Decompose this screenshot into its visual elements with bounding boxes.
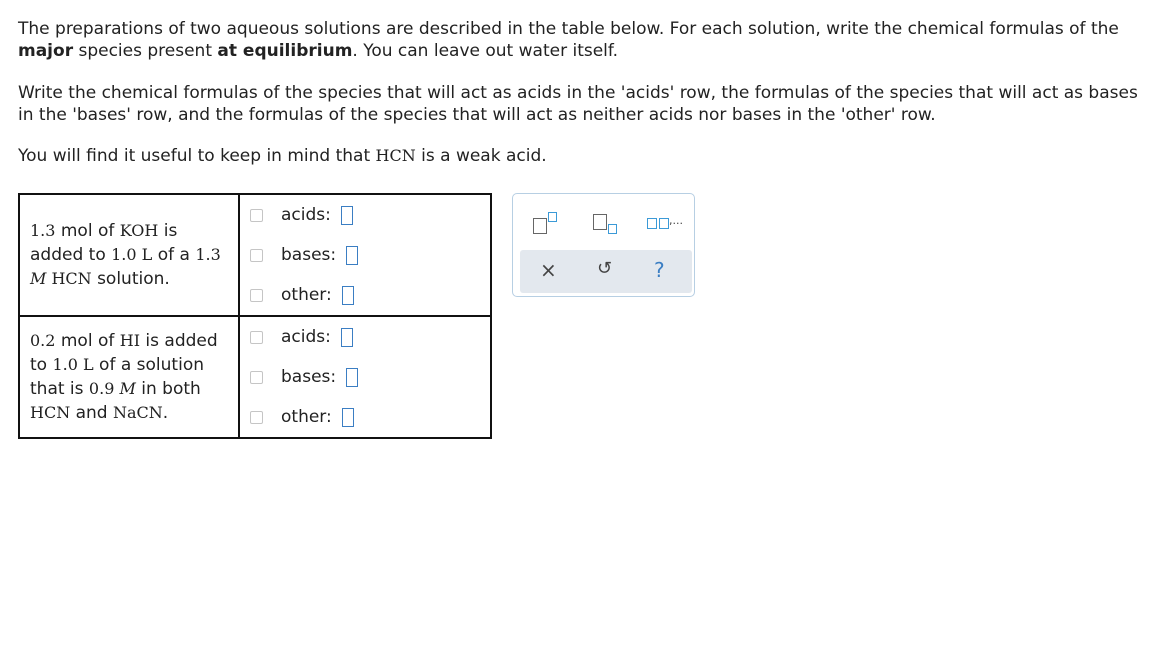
solution-1-acids-input[interactable] [341,206,353,225]
acids-label: acids: [281,205,331,225]
solution-1-other-input[interactable] [342,286,354,305]
solution-1-bases-input[interactable] [346,246,358,265]
other-label: other: [281,285,332,305]
instruction-paragraph-1: The preparations of two aqueous solutions are described in the table below. For each solution, write the chemical formulas of the major species present at equilibrium. You can leave out water itself. [18,19,1119,61]
solution-2-bases-checkbox[interactable] [250,371,263,384]
acids-label: acids: [281,327,331,347]
list-template-icon[interactable]: ,... [647,208,687,238]
solution-1-bases-checkbox[interactable] [250,249,263,262]
solution-2-acids-checkbox[interactable] [250,331,263,344]
solution-1-bases-row [240,235,490,275]
solution-2-description: 0.2 mol of HI is added to 1.0 L of a solution that is 0.9 M in both HCN and NaCN. [19,316,239,438]
solution-1-other-checkbox[interactable] [250,289,263,302]
solution-1-other-row [240,275,490,315]
solution-row-1 [19,194,491,316]
other-label: other: [281,407,332,427]
superscript-template-icon[interactable] [531,208,561,238]
solution-2-acids-input[interactable] [341,328,353,347]
instructions [18,18,1158,186]
solution-2-bases-row [240,357,490,397]
solution-2-acids-row [240,317,490,357]
bases-label: bases: [281,245,337,265]
toolbar-actions [520,250,692,293]
solution-2-other-input[interactable] [342,408,354,427]
solution-1-answers [239,194,491,316]
solution-row-2 [19,316,491,438]
solution-1-acids-checkbox[interactable] [250,209,263,222]
solution-2-answers [239,316,491,438]
clear-icon[interactable]: × [540,258,557,282]
solution-1-description: 1.3 mol of KOH is added to 1.0 L of a 1.3 M HCN solution. [19,194,239,316]
solutions-table [18,193,492,439]
undo-icon[interactable]: ↺ [597,258,613,279]
help-icon[interactable]: ? [654,258,665,282]
solution-2-other-row [240,397,490,437]
answer-toolbar [512,193,695,297]
instruction-paragraph-3: You will find it useful to keep in mind that HCN is a weak acid. [18,146,547,166]
solution-2-bases-input[interactable] [346,368,358,387]
bases-label: bases: [281,367,337,387]
solution-2-other-checkbox[interactable] [250,411,263,424]
solution-1-acids-row [240,195,490,235]
instruction-paragraph-2: Write the chemical formulas of the species that will act as acids in the 'acids' row, the formulas of the species that will act as bases in the 'bases' row, and the formulas of the species that will act as neither acids nor bases in the 'other' row. [18,83,1138,125]
subscript-template-icon[interactable] [591,208,621,238]
